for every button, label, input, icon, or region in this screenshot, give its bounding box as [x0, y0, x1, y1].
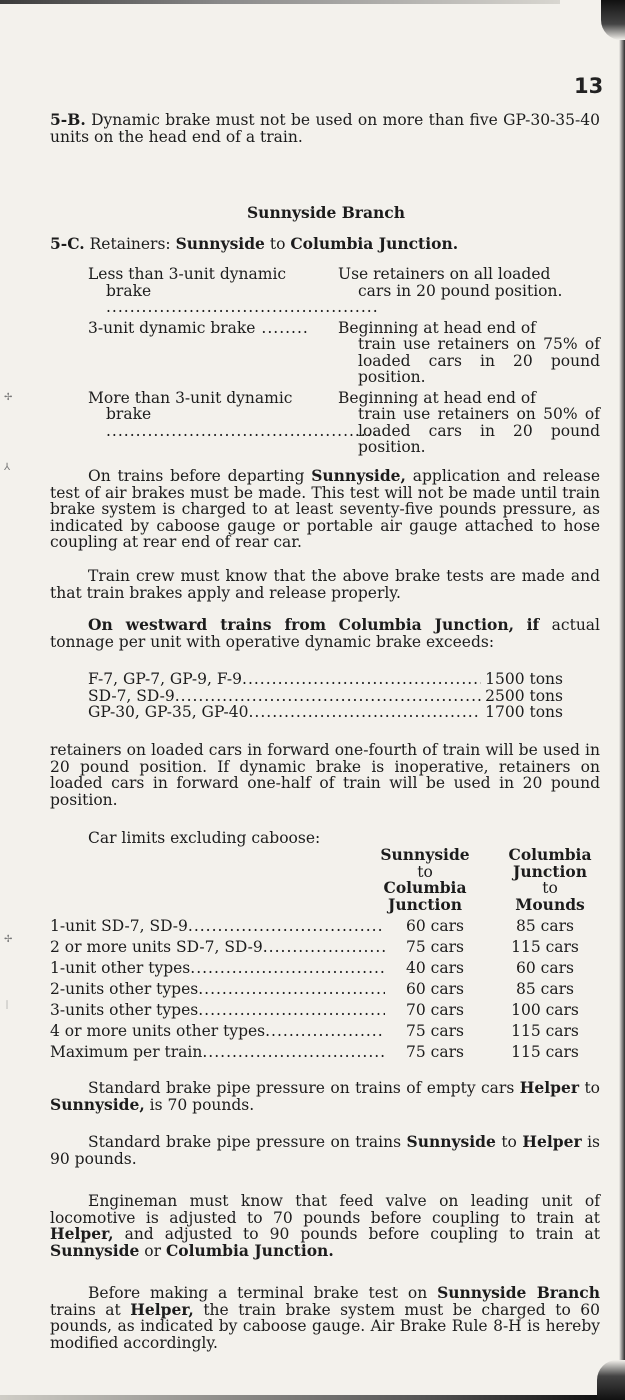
place-name: Sunnyside Branch	[437, 1283, 600, 1302]
retainer-condition: 3-unit dynamic brake	[88, 318, 256, 337]
tonnage-list	[88, 671, 563, 721]
paragraph-terminal-test	[50, 1285, 600, 1351]
rule-5c-to-word: to	[269, 235, 286, 253]
car-limit-sunnyside: 75 cars	[406, 938, 464, 956]
col-header-line: Sunnyside	[380, 845, 470, 864]
col-header-sunnyside-columbia	[370, 847, 480, 913]
place-name: Sunnyside,	[311, 466, 406, 485]
margin-mark: ⅄	[4, 462, 11, 473]
paragraph-empty-cars	[50, 1080, 600, 1113]
car-limit-columbia: 85 cars	[516, 980, 574, 998]
retainer-instruction-cont: cars in 20 pound position.	[358, 281, 563, 300]
retainer-instruction-cont: train use retainers on 50% of loaded cars in 20 pound position.	[358, 405, 600, 456]
retainer-condition: Less than 3-unit dynamic	[88, 265, 287, 283]
car-limit-type: 1-unit SD-7, SD-9	[50, 917, 188, 935]
paragraph-text: actual tonnage per unit with operative dynamic brake exceeds:	[50, 616, 601, 651]
rule-5c-to: Columbia Junction.	[290, 234, 459, 253]
retainer-instruction-cont: train use retainers on 75% of loaded cars in 20 pound position.	[358, 335, 600, 386]
paragraph-text: and adjusted to 90 pounds before coupling to train at	[124, 1225, 600, 1243]
col-header-line: Junction	[513, 861, 587, 881]
car-limit-row	[50, 1022, 610, 1043]
col-header-line: Columbia	[508, 845, 592, 864]
retainer-row: Less than 3-unit dynamic brake .............................................. Use retainers on all loaded cars in 20 pound position.	[88, 266, 600, 316]
page-corner-bottom-right	[597, 1360, 625, 1400]
page-number: 13	[574, 74, 604, 98]
tonnage-units: GP-30, GP-35, GP-40	[88, 703, 249, 721]
margin-mark: ᛁ	[4, 1000, 10, 1011]
tonnage-row	[88, 688, 563, 705]
retainers-list	[88, 266, 600, 460]
car-limit-type: 3-units other types	[50, 1001, 199, 1019]
col-header-columbia-mounds	[492, 847, 608, 913]
tonnage-value: 2500 tons	[485, 686, 563, 705]
paragraph-text: Standard brake pipe pressure on trains	[88, 1133, 402, 1151]
car-limit-columbia: 115 cars	[511, 1022, 579, 1040]
car-limit-type: Maximum per train	[50, 1043, 203, 1061]
car-limit-type: 4 or more units other types	[50, 1022, 266, 1040]
retainer-row: More than 3-unit dynamic brake .............................................. Beginning at head end of train use retainers on 50% of loaded cars in 20 pound position.	[88, 388, 600, 456]
paragraph-text: trains at	[50, 1300, 121, 1319]
retainer-instruction: Use retainers on all loaded	[338, 265, 551, 283]
retainer-instruction: Beginning at head end of	[338, 388, 536, 407]
retainer-row: 3-unit dynamic brake ........ Beginning at head end of train use retainers on 75% of loaded cars in 20 pound position.	[88, 318, 600, 386]
col-header-line: Mounds	[515, 894, 585, 914]
rule-5b	[50, 112, 600, 145]
rule-5c-from: Sunnyside	[175, 234, 265, 253]
place-name: Columbia Junction.	[165, 1240, 334, 1260]
page-bottom-edge	[0, 1395, 600, 1400]
tonnage-value: 1500 tons	[485, 670, 563, 688]
paragraph-bold: if	[526, 615, 540, 634]
paragraph-crew: Train crew must know that the above brake tests are made and that train brakes apply and release properly.	[50, 567, 600, 602]
retainer-condition: More than 3-unit dynamic	[88, 388, 293, 407]
section-title: Sunnyside Branch	[246, 203, 405, 222]
car-limit-row	[50, 1001, 610, 1022]
paragraph-text: On trains before departing	[88, 467, 305, 485]
page-top-edge	[0, 0, 560, 4]
paragraph-engineman	[50, 1193, 600, 1259]
paragraph-retainers: retainers on loaded cars in forward one-fourth of train will be used in 20 pound position. If dynamic brake is inoperative, retainers on loaded cars in forward one-half of train will be used in 20 pound position.	[50, 741, 600, 809]
car-limit-type: 1-unit other types	[50, 959, 191, 977]
paragraph-text: to	[501, 1133, 517, 1151]
place-name: Sunnyside	[406, 1132, 496, 1151]
car-limit-columbia: 100 cars	[511, 1001, 579, 1019]
car-limit-row	[50, 1043, 610, 1064]
paragraph-text: the train brake system must be charged to 60 pounds, as indicated by caboose gauge. Air Brake Rule 8-H is hereby modified accordingly.	[50, 1300, 600, 1352]
car-limits-label: Car limits excluding caboose:	[88, 829, 321, 847]
paragraph-text: is 70 pounds.	[149, 1095, 255, 1114]
retainer-condition-cont: brake	[106, 405, 152, 423]
car-limit-row	[50, 980, 610, 1001]
car-limit-row	[50, 938, 610, 959]
place-name: Helper	[522, 1132, 582, 1151]
car-limit-sunnyside: 40 cars	[406, 959, 464, 977]
retainer-condition-cont: brake	[106, 281, 152, 300]
place-name: Helper	[519, 1078, 579, 1097]
paragraph-text: to	[584, 1079, 600, 1097]
paragraph-text: Before making a terminal brake test on	[88, 1284, 428, 1302]
car-limit-sunnyside: 70 cars	[406, 1001, 464, 1019]
col-header-line: Junction	[388, 894, 462, 914]
place-name: Sunnyside	[50, 1240, 140, 1260]
tonnage-row	[88, 671, 563, 688]
car-limit-row	[50, 917, 610, 938]
page-corner-top-right	[601, 0, 625, 40]
place-name: Columbia Junction,	[338, 615, 515, 634]
rule-5c	[50, 236, 600, 253]
rule-5b-label: 5-B.	[50, 110, 86, 129]
tonnage-units: SD-7, SD-9	[88, 686, 175, 705]
paragraph-text: or	[144, 1241, 162, 1260]
tonnage-row	[88, 704, 563, 721]
rule-5c-label: 5-C.	[50, 234, 85, 253]
car-limit-columbia: 115 cars	[511, 1043, 579, 1061]
rule-5c-prefix: Retainers:	[89, 235, 171, 253]
car-limit-sunnyside: 60 cars	[406, 980, 464, 998]
margin-mark: ✢	[4, 392, 13, 403]
car-limit-columbia: 60 cars	[516, 959, 574, 977]
paragraph-standard-pressure	[50, 1134, 600, 1167]
car-limit-sunnyside: 75 cars	[406, 1022, 464, 1040]
car-limit-type: 2-units other types	[50, 980, 199, 998]
paragraph-text: Standard brake pipe pressure on trains of empty cars	[88, 1079, 515, 1097]
paragraph-westward	[50, 617, 600, 650]
paragraph-text: application and release test of air brakes must be made. This test will not be made until train brake system is charged to at least seventy-five pounds pressure, as indicated by caboose gauge or portable air gauge attached to hose coupling at rear end of rear car.	[50, 467, 600, 551]
retainer-instruction: Beginning at head end of	[338, 318, 536, 337]
col-header-line: to	[542, 879, 558, 897]
rule-5b-text: Dynamic brake must not be used on more than five GP-30-35-40 units on the head end of a train.	[50, 111, 600, 146]
tonnage-value: 1700 tons	[485, 703, 563, 721]
car-limit-type: 2 or more units SD-7, SD-9	[50, 938, 263, 956]
paragraph-text: Engineman must know that feed valve on leading unit of locomotive is adjusted to 70 pounds before coupling to train at	[50, 1192, 600, 1227]
place-name: Helper,	[130, 1299, 194, 1319]
car-limit-sunnyside: 75 cars	[406, 1043, 464, 1061]
car-limit-sunnyside: 60 cars	[406, 917, 464, 935]
col-header-line: to	[417, 862, 433, 881]
margin-mark: ✢	[4, 934, 13, 945]
paragraph-bold: On westward trains from	[88, 615, 327, 634]
car-limit-row	[50, 959, 610, 980]
tonnage-units: F-7, GP-7, GP-9, F-9	[88, 670, 243, 688]
car-limit-columbia: 85 cars	[516, 917, 574, 935]
place-name: Helper,	[50, 1224, 114, 1243]
col-header-line: Columbia	[383, 878, 467, 897]
car-limit-columbia: 115 cars	[511, 938, 579, 956]
place-name: Sunnyside,	[50, 1094, 145, 1114]
paragraph-departing	[50, 468, 600, 551]
paragraph-text: is 90 pounds.	[50, 1133, 600, 1168]
page-right-edge	[619, 40, 625, 1360]
